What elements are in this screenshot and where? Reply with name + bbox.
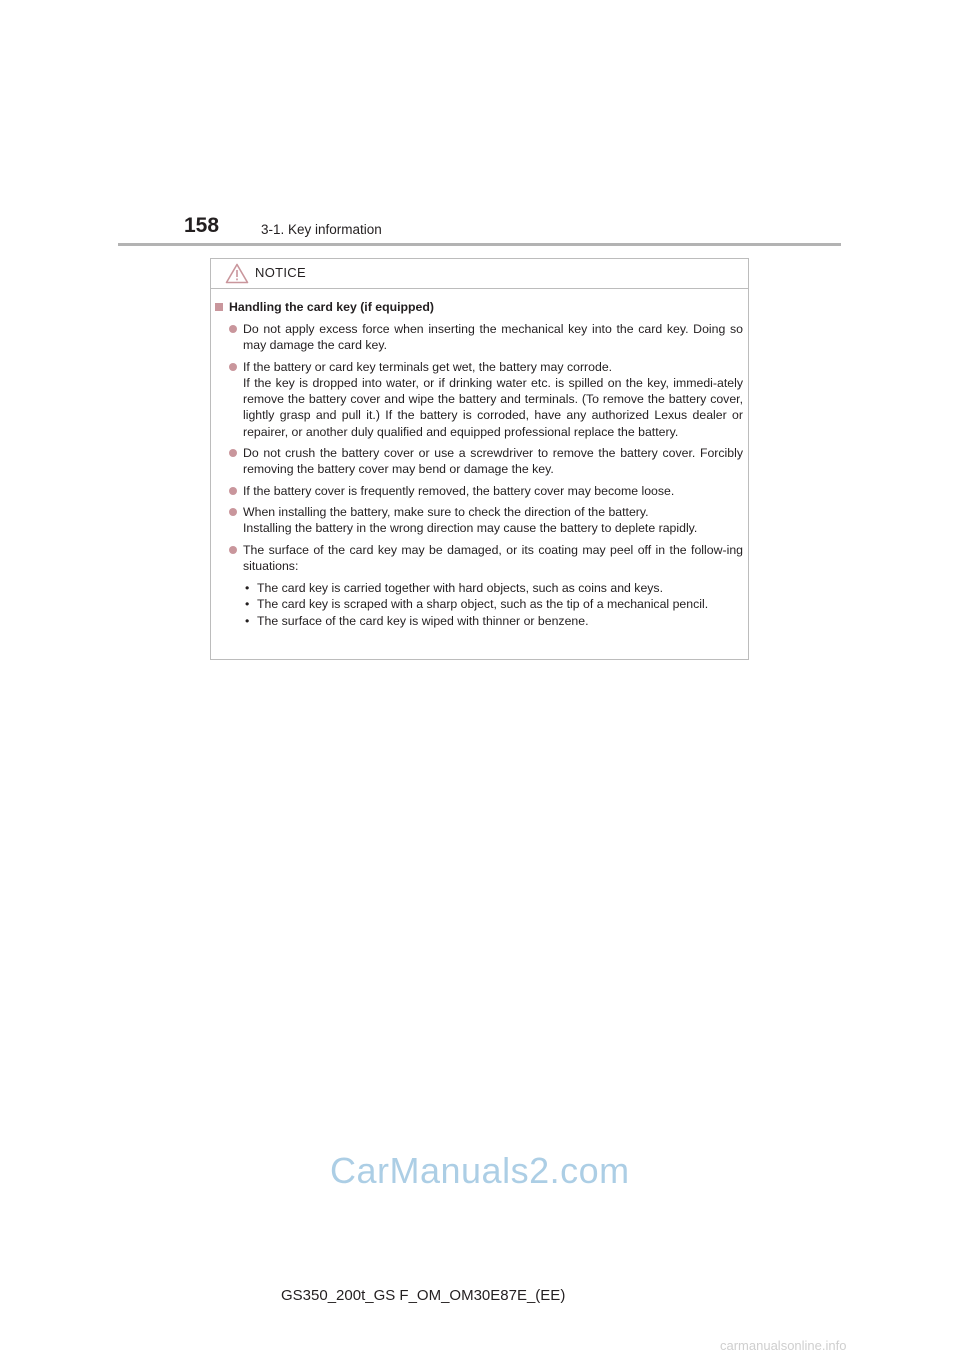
sublist-item	[243, 596, 743, 612]
bottom-link[interactable]: carmanualsonline.info	[720, 1338, 847, 1353]
circle-bullet-icon	[229, 487, 237, 495]
notice-label: NOTICE	[255, 265, 306, 280]
circle-bullet-icon	[229, 449, 237, 457]
item-line: If the battery or card key terminals get wet, the battery may corrode.	[243, 359, 613, 374]
dot-bullet-icon: •	[245, 613, 250, 628]
circle-bullet-icon	[229, 546, 237, 554]
item-line: The surface of the card key may be damaged, or its coating may peel off in the follow-ing situations:	[243, 542, 743, 573]
item-line: If the key is dropped into water, or if drinking water etc. is spilled on the key, immedi-ately remove the battery cover and wipe the battery and terminals. (To remove the battery cover, lightly grasp and pull it.) If the battery is corroded, have any authorized Lexus dealer or repairer, or another duly qualified and equipped professional replace the battery.	[243, 375, 743, 439]
item-line: Installing the battery in the wrong direction may cause the battery to deplete rapidly.	[243, 521, 698, 536]
notice-item	[211, 321, 750, 354]
sublist-item-text: The surface of the card key is wiped with thinner or benzene.	[257, 613, 589, 628]
sublist-item	[243, 613, 743, 629]
notice-item	[211, 542, 750, 629]
notice-header	[211, 259, 748, 289]
warning-triangle-icon	[225, 263, 249, 284]
sublist-item-text: The card key is carried together with hard objects, such as coins and keys.	[257, 581, 663, 596]
sublist	[243, 580, 743, 629]
notice-body	[211, 299, 750, 634]
watermark: CarManuals2.com	[330, 1150, 630, 1191]
notice-box	[210, 258, 749, 660]
page-number: 158	[184, 214, 220, 237]
item-line: Do not crush the battery cover or use a screwdriver to remove the battery cover. Forcibly removing the battery cover may bend or damage the key.	[243, 446, 743, 477]
circle-bullet-icon	[229, 508, 237, 516]
header-rule	[118, 243, 841, 246]
notice-item	[211, 359, 750, 440]
item-line: When installing the battery, make sure to check the direction of the battery.	[243, 504, 649, 519]
notice-item	[211, 504, 750, 537]
item-line: If the battery cover is frequently removed, the battery cover may become loose.	[243, 483, 675, 498]
dot-bullet-icon: •	[245, 581, 250, 596]
item-line: Do not apply excess force when inserting the mechanical key into the card key. Doing so may damage the card key.	[243, 322, 743, 353]
circle-bullet-icon	[229, 325, 237, 333]
notice-item	[211, 445, 750, 478]
sublist-item-text: The card key is scraped with a sharp object, such as the tip of a mechanical pencil.	[257, 597, 709, 612]
footer-code: GS350_200t_GS F_OM_OM30E87E_(EE)	[281, 1287, 566, 1304]
circle-bullet-icon	[229, 363, 237, 371]
notice-heading	[211, 299, 750, 315]
sublist-item	[243, 580, 743, 596]
dot-bullet-icon: •	[245, 597, 250, 612]
section-title: 3-1. Key information	[261, 222, 382, 237]
notice-item	[211, 483, 750, 499]
notice-items	[211, 321, 750, 629]
square-bullet-icon	[215, 303, 223, 311]
notice-heading-text: Handling the card key (if equipped)	[229, 300, 434, 314]
